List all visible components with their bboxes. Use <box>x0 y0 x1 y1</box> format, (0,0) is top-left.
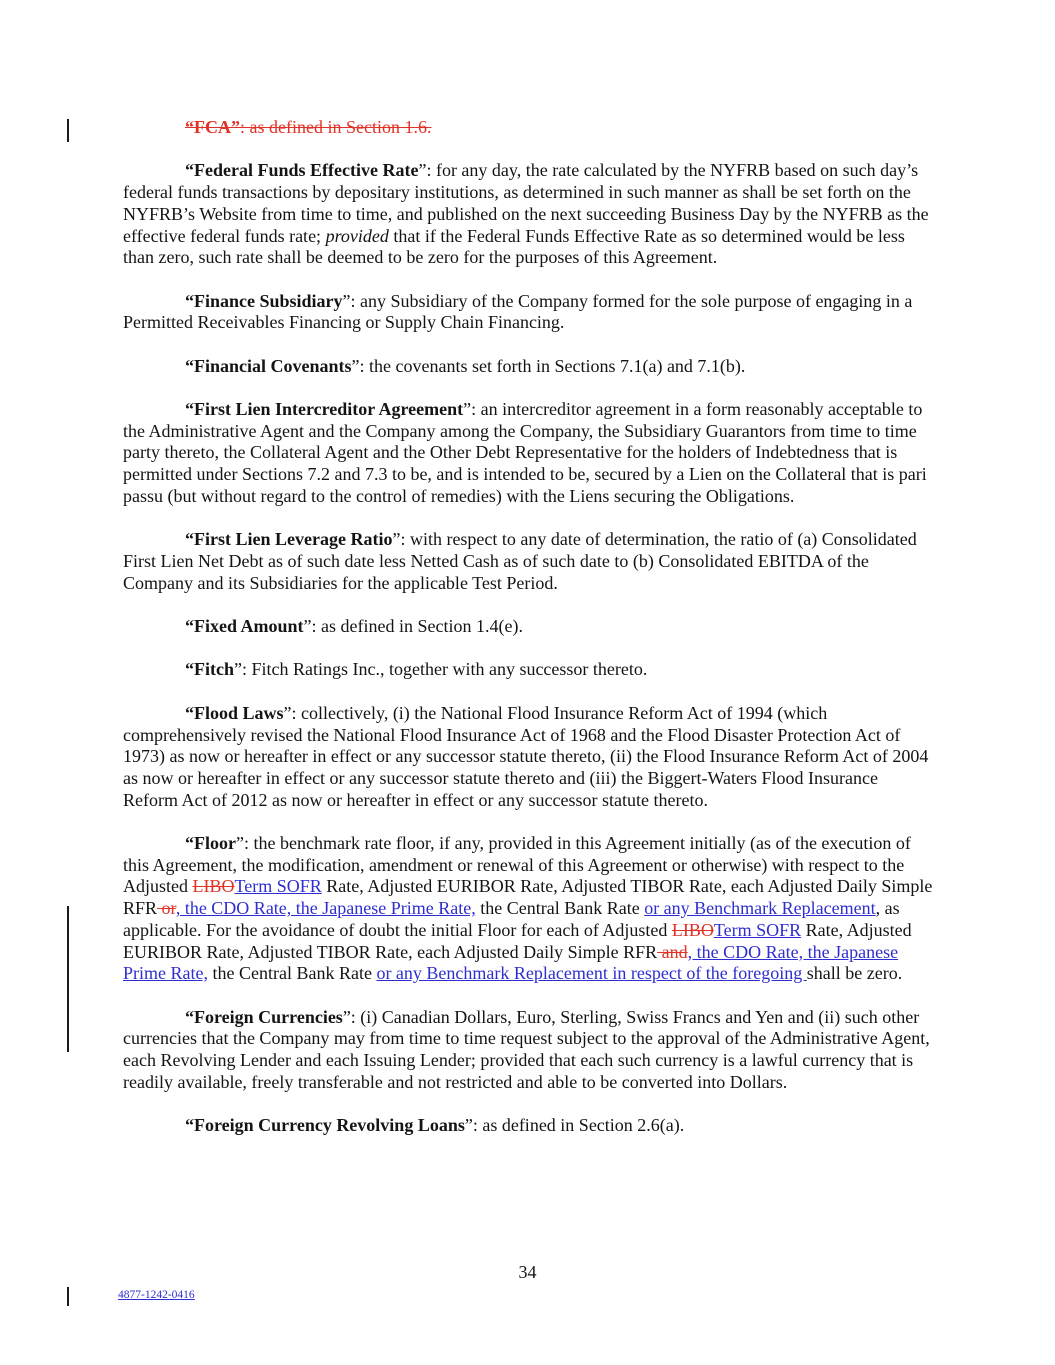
defined-term: “Fitch <box>185 659 234 680</box>
defined-term: “First Lien Leverage Ratio <box>185 529 393 550</box>
definition-fca <box>123 117 935 139</box>
document-id-footer: 4877-1242-0416 <box>118 1289 195 1301</box>
change-bar <box>67 1287 69 1306</box>
inserted-text: Term SOFR <box>713 919 802 940</box>
inserted-text: Term SOFR <box>234 876 322 897</box>
body-text: ”: collectively, (i) the National Flood Insurance Reform Act of 1994 (which comprehensively revised the National Flood Insurance Act of 1968 and the Flood Disaster Protection Act of 1973) as now or hereafter in effect or any successor statute thereto, (ii) the Flood Insurance Reform Act of 2004 as now or hereafter in effect or any successor statute thereto and (iii) the Biggert-Waters Flood Insurance Reform Act of 2012 as now or hereafter in effect or any successor statute thereto. <box>123 702 929 810</box>
definition-federal-funds-effective-rate <box>123 160 935 269</box>
body-text: the Central Bank Rate <box>207 963 377 984</box>
body-text: ”: as defined in Section 1.4(e). <box>303 616 523 637</box>
definition-finance-subsidiary <box>123 291 935 334</box>
definition-first-lien-leverage-ratio <box>123 529 935 594</box>
definition-financial-covenants <box>123 356 935 378</box>
body-text: ”: the covenants set forth in Sections 7.1(a) and 7.1(b). <box>351 355 746 376</box>
page-number: 34 <box>518 1262 537 1282</box>
deleted-text: : as defined in Section 1.6. <box>240 117 432 137</box>
deleted-text: LIBO <box>192 876 235 897</box>
change-bar <box>67 119 69 142</box>
defined-term: “Fixed Amount <box>185 616 304 637</box>
body-text: ”: the benchmark rate floor, if any, provided in this Agreement initially (as of the execution of this Agreement, the modification, amendment or renewal of this Agreement or otherwise) with respect to the Adjusted <box>123 833 911 897</box>
deleted-text: or <box>157 898 176 919</box>
document-body <box>123 117 935 1159</box>
defined-term: “Flood Laws <box>185 702 284 723</box>
deleted-text: LIBO <box>671 919 714 940</box>
defined-term: “Finance Subsidiary <box>185 290 343 311</box>
body-text: , as applicable. For the avoidance of doubt the initial Floor for each of Adjusted <box>123 898 900 940</box>
body-text: shall be zero. <box>806 963 903 984</box>
definition-foreign-currency-revolving-loans <box>123 1115 935 1137</box>
definition-floor <box>123 833 935 985</box>
body-text: that if the Federal Funds Effective Rate as so determined would be less than zero, such rate shall be deemed to be zero for the purposes of this Agreement. <box>123 225 905 268</box>
italic-text: provided <box>325 225 389 246</box>
definition-fixed-amount <box>123 616 935 638</box>
defined-term: “Floor <box>185 833 236 854</box>
body-text: Rate, Adjusted EURIBOR Rate, Adjusted TIBOR Rate, each Adjusted Daily Simple RFR <box>123 919 912 962</box>
body-text: ”: (i) Canadian Dollars, Euro, Sterling, Swiss Francs and Yen and (ii) such other currencies that the Company may from time to time request subject to the approval of the Administrative Agent, each Revolving Lender and each Issuing Lender; provided that each such currency is a lawful currency that is readily available, freely transferable and not restricted and able to be converted into Dollars. <box>123 1006 930 1092</box>
body-text: ”: Fitch Ratings Inc., together with any successor thereto. <box>234 659 648 680</box>
inserted-text: or any Benchmark Replacement <box>644 898 876 919</box>
defined-term: “First Lien Intercreditor Agreement <box>185 399 464 420</box>
defined-term: “Financial Covenants <box>185 355 352 376</box>
inserted-text: , the CDO Rate, the Japanese Prime Rate, <box>123 941 899 984</box>
change-bar <box>67 906 69 1052</box>
definition-foreign-currencies <box>123 1007 935 1094</box>
body-text: ”: for any day, the rate calculated by the NYFRB based on such day’s federal funds transactions by depositary institutions, as determined in such manner as shall be set forth on the NYFRB’s Website from time to time, and published on the next succeeding Business Day by the NYFRB as the effective federal funds rate; <box>123 160 929 246</box>
deleted-text: and <box>657 941 688 962</box>
body-text: ”: any Subsidiary of the Company formed for the sole purpose of engaging in a Permitted Receivables Financing or Supply Chain Financing. <box>123 290 913 333</box>
deleted-term: “FCA” <box>185 117 240 137</box>
defined-term: “Foreign Currency Revolving Loans <box>185 1115 465 1136</box>
body-text: ”: as defined in Section 2.6(a). <box>464 1115 685 1136</box>
defined-term: “Foreign Currencies <box>185 1006 343 1027</box>
body-text: the Central Bank Rate <box>475 898 645 919</box>
body-text: ”: an intercreditor agreement in a form reasonably acceptable to the Administrative Agent and the Company among the Company, the Subsidiary Guarantors from time to time party thereto, the Collateral Agent and the Other Debt Representative for the holders of Indebtedness that is permitted under Sections 7.2 and 7.3 to be, and is intended to be, secured by a Lien on the Collateral that is pari passu (but without regard to the control of remedies) with the Liens securing the Obligations. <box>123 399 927 506</box>
body-text: ”: with respect to any date of determination, the ratio of (a) Consolidated First Lien Net Debt as of such date less Netted Cash as of such date to (b) Consolidated EBITDA of the Company and its Subsidiaries for the applicable Test Period. <box>123 529 917 593</box>
definition-flood-laws <box>123 703 935 812</box>
body-text: Rate, Adjusted EURIBOR Rate, Adjusted TIBOR Rate, each Adjusted Daily Simple RFR <box>123 876 933 919</box>
definition-first-lien-intercreditor-agreement <box>123 399 935 508</box>
defined-term: “Federal Funds Effective Rate <box>185 160 419 181</box>
inserted-text: , the CDO Rate, the Japanese Prime Rate, <box>175 898 476 919</box>
definition-fitch <box>123 659 935 681</box>
inserted-text: or any Benchmark Replacement in respect of the foregoing <box>376 963 807 984</box>
